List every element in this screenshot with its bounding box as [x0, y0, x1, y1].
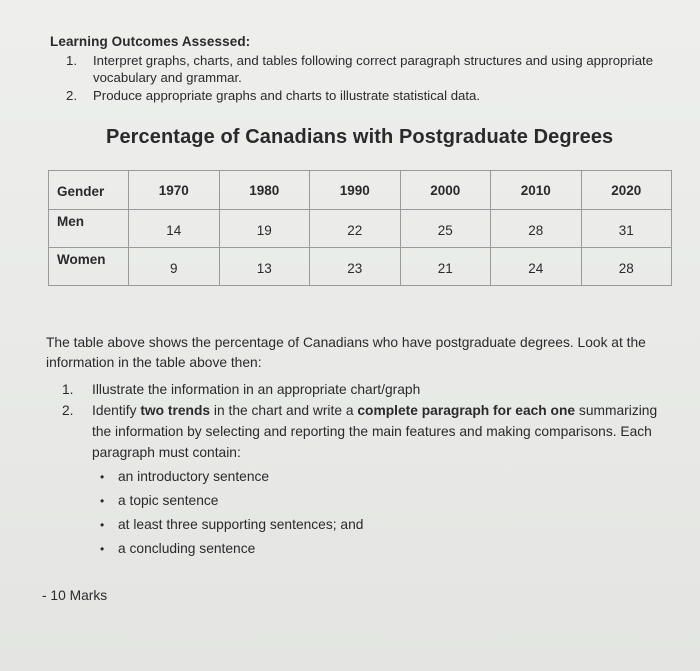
table-row-men [49, 210, 672, 248]
header-year: 2010 [491, 171, 582, 210]
task-text-part: Identify [92, 403, 141, 418]
table-cell: 9 [129, 248, 220, 286]
task-item [62, 379, 672, 400]
header-year: 1990 [310, 171, 401, 210]
bullet-icon: • [100, 518, 105, 532]
task-number: 2. [62, 403, 74, 418]
outcome-number: 2. [66, 88, 77, 103]
header-year: 2020 [581, 171, 672, 210]
marks-label: - 10 Marks [42, 588, 108, 603]
bullet-icon: • [100, 470, 105, 484]
table-cell: 13 [219, 248, 310, 286]
requirement-item [92, 465, 672, 489]
outcome-item [66, 87, 676, 104]
instructions-intro: The table above shows the percentage of Canadians who have postgraduate degrees. Look at the information in the table above then: [46, 335, 646, 370]
requirement-text: an introductory sentence [118, 469, 270, 484]
table-cell: 22 [310, 210, 401, 248]
learning-outcomes-heading: Learning Outcomes Assessed: [50, 34, 251, 49]
header-year: 1980 [219, 171, 310, 210]
header-gender: Gender [49, 171, 129, 210]
task-text: Illustrate the information in an appropriate chart/graph [92, 382, 421, 397]
table-title: Percentage of Canadians with Postgraduate Degrees [106, 126, 614, 148]
task-emphasis: two trends [140, 403, 211, 418]
table-cell: 14 [129, 210, 220, 248]
requirement-text: a topic sentence [118, 493, 219, 508]
task-text-part: in the chart and write a [210, 403, 358, 418]
row-label: Men [49, 210, 129, 248]
table-cell: 25 [400, 210, 491, 248]
learning-outcomes-list [66, 52, 676, 105]
tasks-list [62, 379, 672, 561]
row-label: Women [49, 248, 129, 286]
outcome-text: Interpret graphs, charts, and tables following correct paragraph structures and using appropriate vocabulary and grammar. [93, 53, 654, 85]
table-cell: 31 [581, 210, 672, 248]
outcome-number: 1. [66, 53, 77, 68]
table-header-row [49, 171, 672, 210]
paragraph-requirements-list [92, 465, 672, 561]
table-cell: 28 [581, 248, 672, 286]
table-row-women [49, 248, 672, 286]
task-emphasis: complete paragraph for each one [357, 403, 576, 418]
header-year: 2000 [400, 171, 491, 210]
table-cell: 21 [400, 248, 491, 286]
outcome-text: Produce appropriate graphs and charts to illustrate statistical data. [93, 88, 481, 103]
requirement-item [92, 537, 672, 561]
bullet-icon: • [100, 494, 105, 508]
table-cell: 19 [219, 210, 310, 248]
task-item [62, 400, 672, 561]
task-number: 1. [62, 382, 74, 397]
table-cell: 24 [491, 248, 582, 286]
outcome-item [66, 52, 676, 86]
table-cell: 23 [310, 248, 401, 286]
task-text-part: summarizing the information by selecting and reporting the main features and making comparisons. Each paragraph must contain: [92, 403, 658, 460]
requirement-item [92, 489, 672, 513]
requirement-item [92, 513, 672, 537]
degrees-table [48, 170, 672, 286]
requirement-text: a concluding sentence [118, 541, 256, 556]
header-year: 1970 [129, 171, 220, 210]
bullet-icon: • [100, 542, 105, 556]
requirement-text: at least three supporting sentences; and [118, 517, 364, 532]
table-cell: 28 [491, 210, 582, 248]
